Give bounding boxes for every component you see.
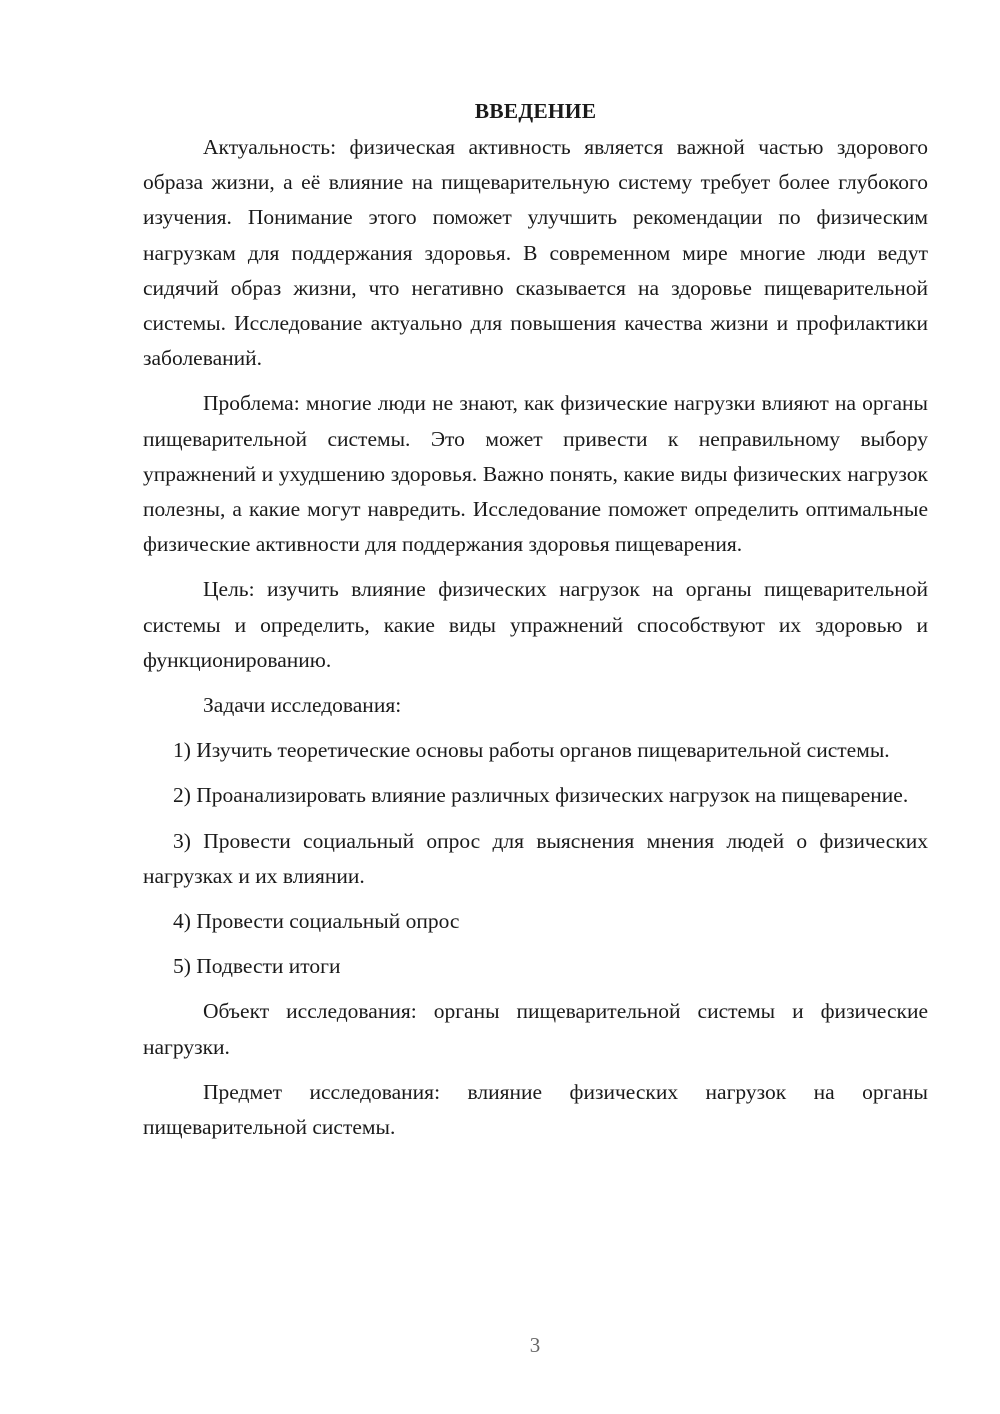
page-number: 3 xyxy=(529,1333,541,1357)
paragraph-subject: Предмет исследования: влияние физических нагрузок на органы пищеварительной системы. xyxy=(143,1079,928,1140)
task-item-1: 1) Изучить теоретические основы работы органов пищеварительной системы. xyxy=(173,738,890,763)
document-body xyxy=(143,96,928,1145)
task-item-2: 2) Проанализировать влияние различных физических нагрузок на пищеварение. xyxy=(173,783,909,808)
paragraph-relevance: Актуальность: физическая активность является важной частью здорового образа жизни, а её влияние на пищеварительную систему требует более глубокого изучения. Понимание этого поможет улучшить рекомендации по физическим нагрузкам для поддержания здоровья. В современном мире многие люди ведут сидячий образ жизни, что негативно сказывается на здоровье пищеварительной системы. Исследование актуально для повышения качества жизни и профилактики заболеваний. xyxy=(143,135,928,371)
paragraph-object: Объект исследования: органы пищеварительной системы и физические нагрузки. xyxy=(143,999,928,1059)
task-item-5: 5) Подвести итоги xyxy=(173,954,341,979)
paragraph-problem: Проблема: многие люди не знают, как физические нагрузки влияют на органы пищеварительной системы. Это может привести к неправильному выбору упражнений и ухудшению здоровья. Важно понять, какие виды физических нагрузок полезны, а какие могут навредить. Исследование поможет определить оптимальные физические активности для поддержания здоровья пищеварения. xyxy=(143,391,928,557)
task-item-4: 4) Провести социальный опрос xyxy=(173,909,460,934)
task-item-3: 3) Провести социальный опрос для выяснения мнения людей о физических нагрузках и их влиянии. xyxy=(143,828,928,888)
paragraph-goal: Цель: изучить влияние физических нагрузок на органы пищеварительной системы и определить, какие виды упражнений способствуют их здоровью и функционированию. xyxy=(143,577,928,672)
section-title: ВВЕДЕНИЕ xyxy=(474,99,597,123)
tasks-heading: Задачи исследования: xyxy=(203,693,402,718)
